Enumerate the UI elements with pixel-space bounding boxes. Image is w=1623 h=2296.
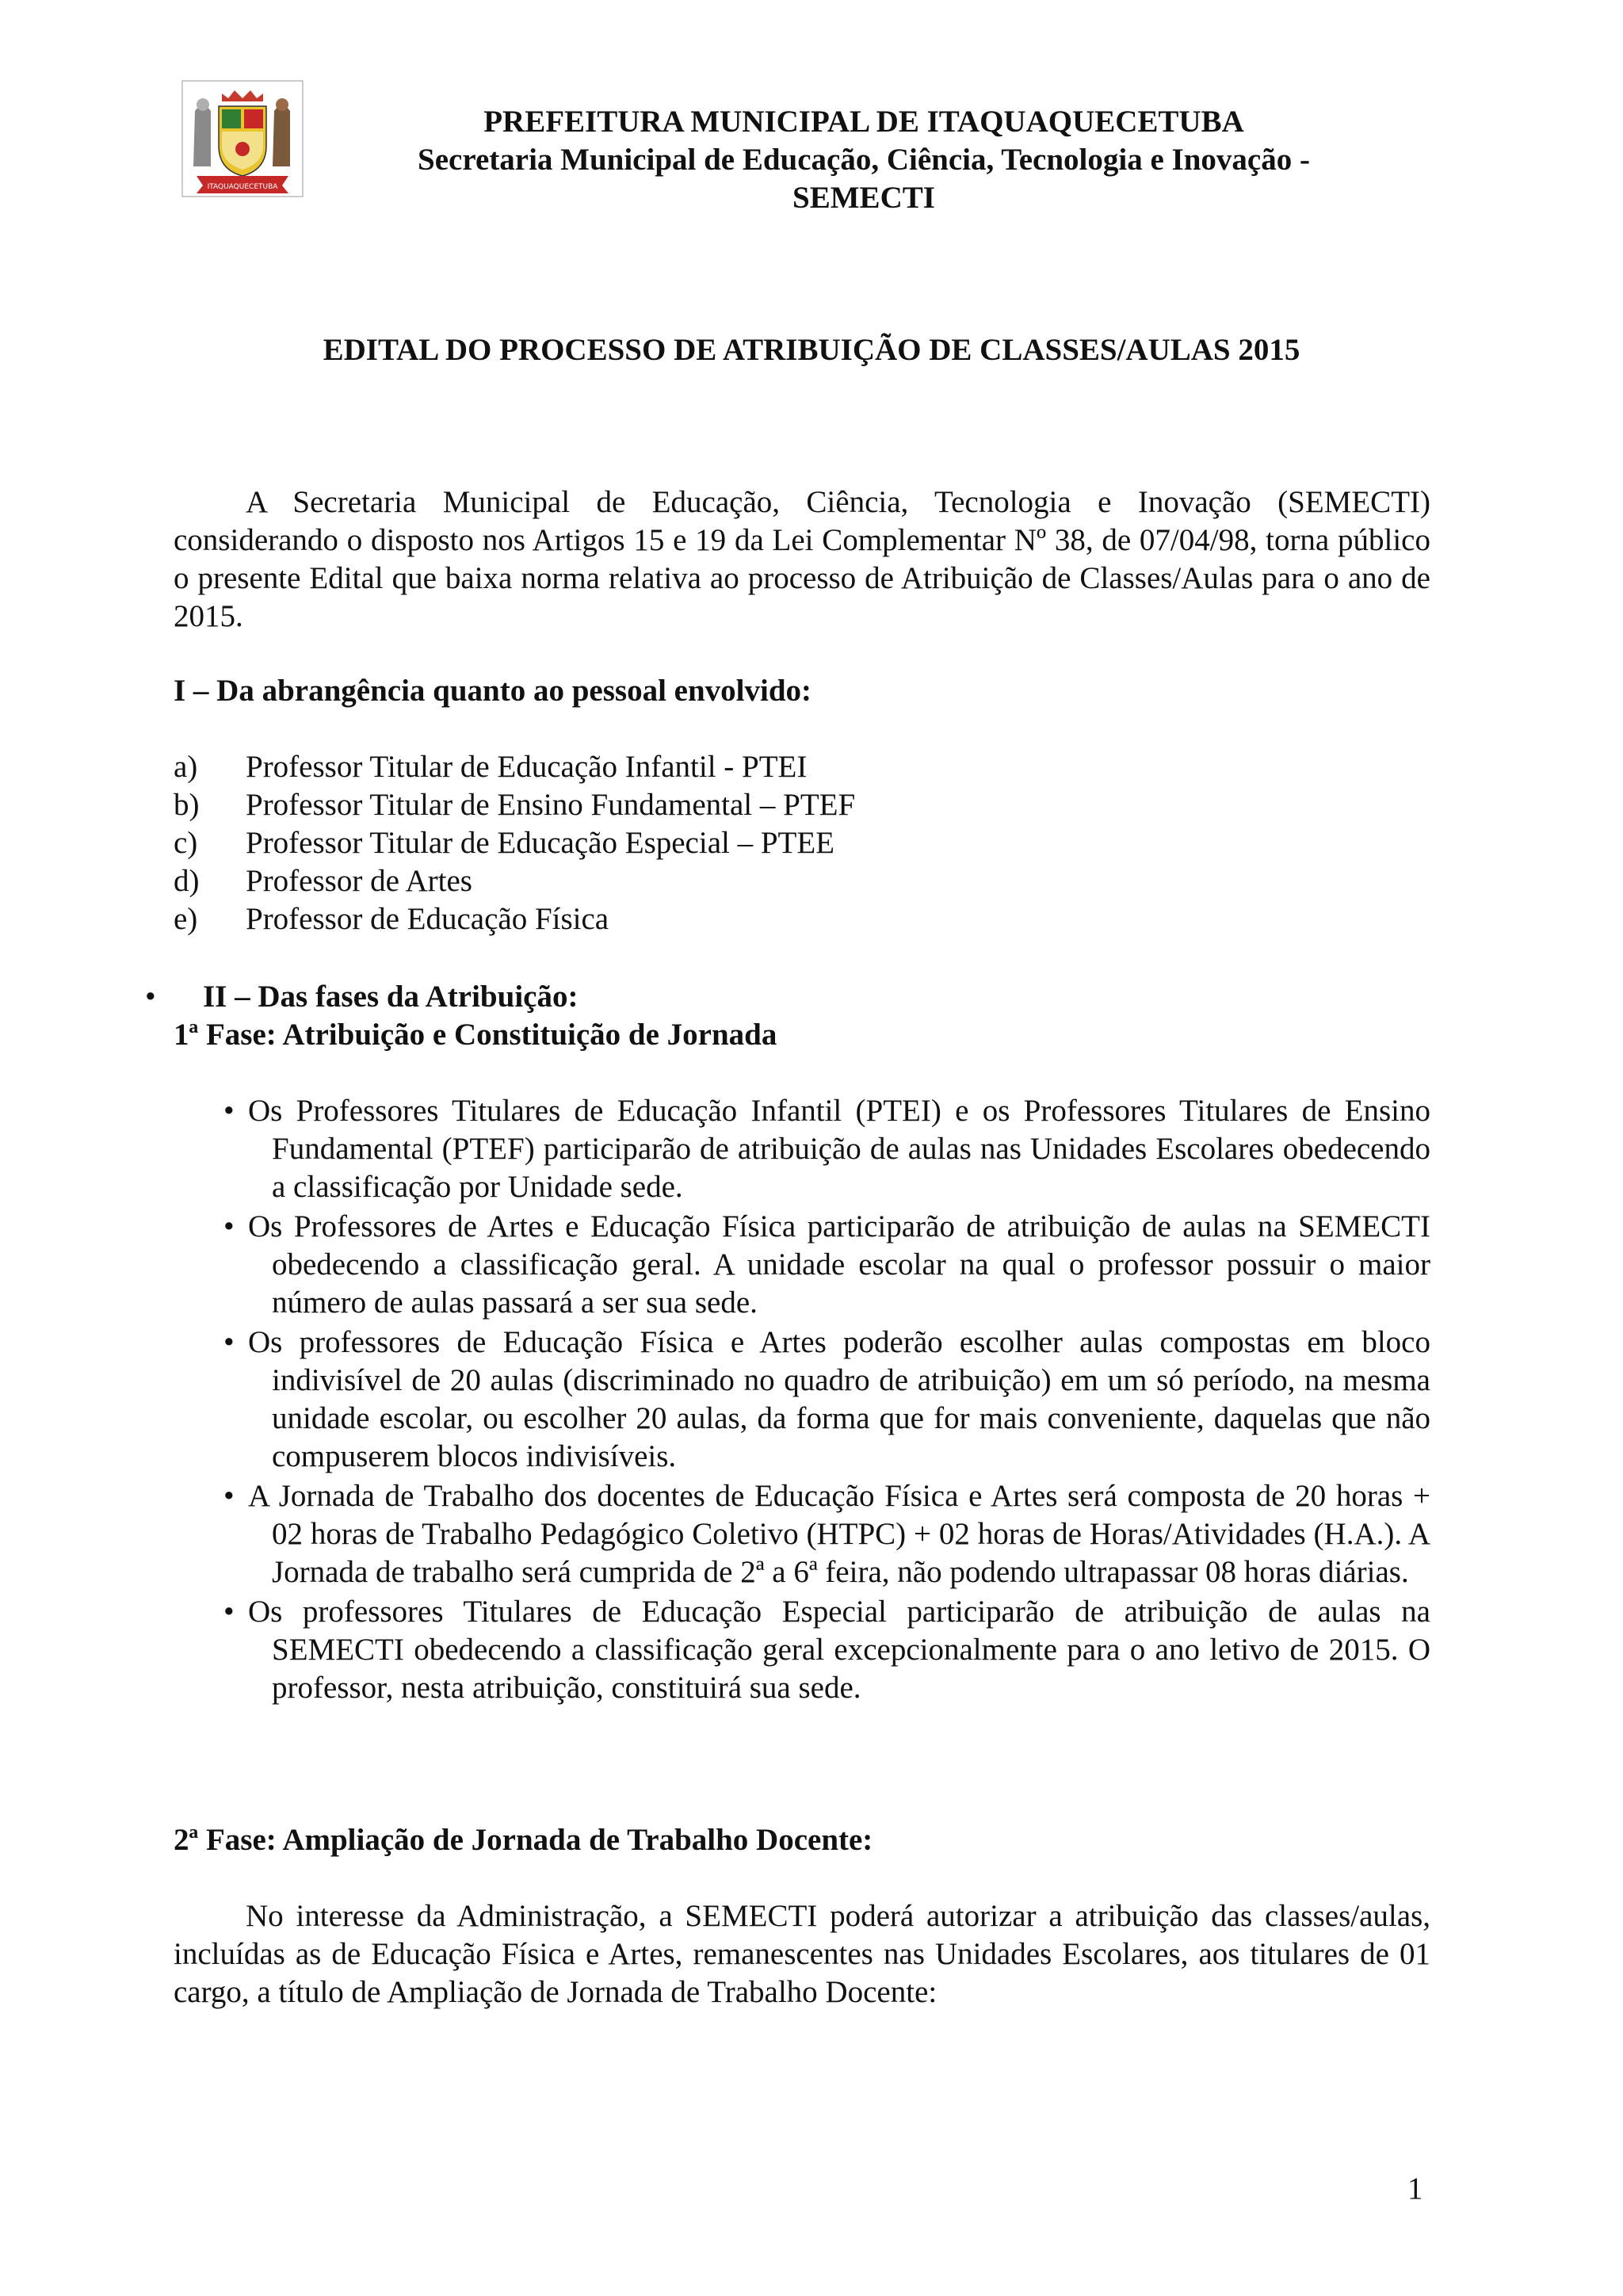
list-item: b) Professor Titular de Ensino Fundamental – PTEF bbox=[174, 788, 856, 822]
bullet-icon: • bbox=[223, 1209, 235, 1244]
list-item: c) Professor Titular de Educação Especial – PTEE bbox=[174, 826, 834, 860]
coat-of-arms-icon bbox=[181, 79, 304, 198]
list-item: a) Professor Titular de Educação Infantil - PTEI bbox=[174, 750, 808, 784]
list-item: d) Professor de Artes bbox=[174, 864, 472, 898]
list-item: • Os Professores de Artes e Educação Física participarão de atribuição de aulas na SEMECTI obedecendo a classificação geral. A unidade escolar na qual o professor possuir o maior número de aulas passará a ser sua sede. bbox=[223, 1209, 1430, 1320]
phase1-heading: 1ª Fase: Atribuição e Constituição de Jornada bbox=[174, 1018, 777, 1052]
bullet-icon: • bbox=[145, 980, 156, 1014]
phase2-paragraph: No interesse da Administração, a SEMECTI poderá autorizar a atribuição das classes/aulas, incluídas as de Educação Física e Artes, remanescentes nas Unidades Escolares, aos titulares de 01 cargo, a título de Ampliação de Jornada de Trabalho Docente: bbox=[174, 1899, 1430, 2009]
intro-paragraph: A Secretaria Municipal de Educação, Ciência, Tecnologia e Inovação (SEMECTI) considerando o disposto nos Artigos 15 e 19 da Lei Complementar Nº 38, de 07/04/98, torna público o presente Edital que baixa norma relativa ao processo de Atribuição de Classes/Aulas para o ano de 2015. bbox=[174, 485, 1430, 633]
list-item: • Os professores Titulares de Educação Especial participarão de atribuição de aulas na SEMECTI obedecendo a classificação geral excepcionalmente para o ano letivo de 2015. O professor, nesta atribuição, constituirá sua sede. bbox=[223, 1595, 1430, 1705]
header-acronym: SEMECTI bbox=[792, 181, 935, 215]
list-item: e) Professor de Educação Física bbox=[174, 902, 609, 936]
phase2-heading: 2ª Fase: Ampliação de Jornada de Trabalho Docente: bbox=[174, 1823, 873, 1857]
bullet-icon: • bbox=[223, 1595, 235, 1629]
document-title: EDITAL DO PROCESSO DE ATRIBUIÇÃO DE CLASSES/AULAS 2015 bbox=[323, 333, 1300, 367]
personnel-list bbox=[174, 748, 855, 938]
header-title: PREFEITURA MUNICIPAL DE ITAQUAQUECETUBA bbox=[483, 105, 1244, 139]
section2-heading: II – Das fases da Atribuição: bbox=[203, 980, 579, 1014]
list-item: • Os Professores Titulares de Educação Infantil (PTEI) e os Professores Titulares de Ensino Fundamental (PTEF) participarão de atribuição de aulas nas Unidades Escolares obedecendo a classificação por Unidade sede. bbox=[223, 1094, 1430, 1204]
list-item: • A Jornada de Trabalho dos docentes de Educação Física e Artes será composta de 20 horas + 02 horas de Trabalho Pedagógico Coletivo (HTPC) + 02 horas de Horas/Atividades (H.A.). A Jornada de trabalho será cumprida de 2ª a 6ª feira, não podendo ultrapassar 08 horas diárias. bbox=[223, 1479, 1430, 1589]
svg-text:ITAQUAQUECETUBA: ITAQUAQUECETUBA bbox=[207, 183, 278, 191]
header-subtitle: Secretaria Municipal de Educação, Ciência, Tecnologia e Inovação - bbox=[418, 143, 1310, 177]
bullet-icon: • bbox=[223, 1094, 235, 1128]
section1-heading: I – Da abrangência quanto ao pessoal envolvido: bbox=[174, 674, 812, 708]
page-number: 1 bbox=[1407, 2172, 1423, 2206]
bullet-icon: • bbox=[223, 1479, 235, 1513]
bullet-icon: • bbox=[223, 1325, 235, 1359]
phase1-bullets bbox=[223, 1092, 1430, 1709]
list-item: • Os professores de Educação Física e Artes poderão escolher aulas compostas em bloco indivisível de 20 aulas (discriminado no quadro de atribuição) em um só período, na mesma unidade escolar, ou escolher 20 aulas, da forma que for mais conveniente, daquelas que não compuserem blocos indivisíveis. bbox=[223, 1325, 1430, 1473]
